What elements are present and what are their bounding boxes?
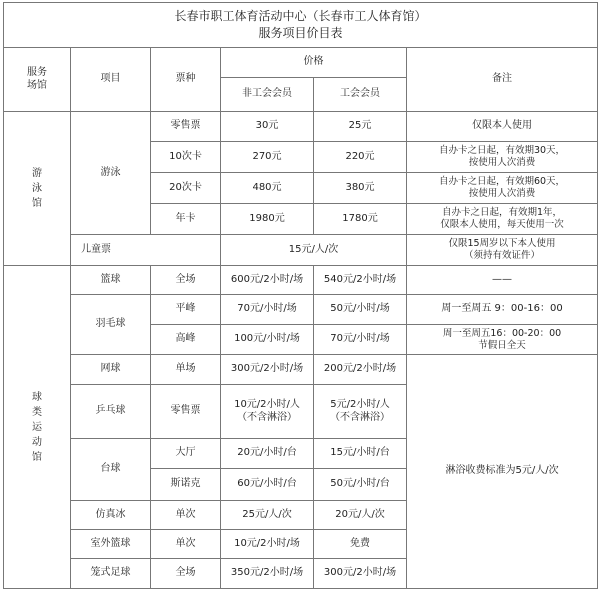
- member-price: 200元/2小时/场: [314, 355, 407, 385]
- remark-cell: 自办卡之日起，有效期30天， 按使用人次消费: [407, 142, 598, 173]
- member-price: 20元/人/次: [314, 501, 407, 530]
- table-row: [4, 355, 598, 385]
- header-member: 工会会员: [314, 78, 407, 112]
- table-row: [4, 112, 598, 142]
- member-price: 70元/小时/场: [314, 325, 407, 355]
- ticket-cell: 年卡: [151, 204, 221, 235]
- nonmember-price: 70元/小时/场: [221, 295, 314, 325]
- venue-ballgames: 球 类 运 动 馆: [4, 266, 71, 589]
- member-price: 免费: [314, 530, 407, 559]
- item-outdoor-basketball: 室外篮球: [71, 530, 151, 559]
- item-swimming: 游泳: [71, 112, 151, 235]
- nonmember-price: 10元/2小时/场: [221, 530, 314, 559]
- member-price: 220元: [314, 142, 407, 173]
- nonmember-price: 10元/2小时/人 （不含淋浴）: [221, 385, 314, 439]
- item-tennis: 网球: [71, 355, 151, 385]
- remark-cell: 自办卡之日起，有效期60天， 按使用人次消费: [407, 173, 598, 204]
- nonmember-price: 30元: [221, 112, 314, 142]
- nonmember-price: 1980元: [221, 204, 314, 235]
- ticket-cell: 高峰: [151, 325, 221, 355]
- venue-swimming: 游 泳 馆: [4, 112, 71, 266]
- ticket-cell: 零售票: [151, 112, 221, 142]
- member-price: 380元: [314, 173, 407, 204]
- header-venue: 服务 场馆: [4, 48, 71, 112]
- remark-cell: ——: [407, 266, 598, 295]
- header-ticket: 票种: [151, 48, 221, 112]
- remark-cell: 周一至周五16：00-20：00 节假日全天: [407, 325, 598, 355]
- nonmember-price: 350元/2小时/场: [221, 559, 314, 589]
- nonmember-price: 600元/2小时/场: [221, 266, 314, 295]
- header-nonmember: 非工会会员: [221, 78, 314, 112]
- ticket-cell: 单场: [151, 355, 221, 385]
- remark-cell: 仅限本人使用: [407, 112, 598, 142]
- ticket-cell: 20次卡: [151, 173, 221, 204]
- nonmember-price: 25元/人/次: [221, 501, 314, 530]
- title-row: [4, 3, 598, 48]
- remark-cell: 自办卡之日起，有效期1年， 仅限本人使用，每天使用一次: [407, 204, 598, 235]
- member-price: 25元: [314, 112, 407, 142]
- item-basketball: 篮球: [71, 266, 151, 295]
- ticket-cell: 10次卡: [151, 142, 221, 173]
- page-title: 长春市职工体育活动中心（长春市工人体育馆）: [174, 9, 427, 23]
- ticket-cell: 单次: [151, 501, 221, 530]
- nonmember-price: 60元/小时/台: [221, 469, 314, 501]
- header-item: 项目: [71, 48, 151, 112]
- table-row: [4, 295, 598, 325]
- title-cell: [4, 3, 598, 48]
- member-price: 300元/2小时/场: [314, 559, 407, 589]
- ticket-cell: 平峰: [151, 295, 221, 325]
- member-price: 15元/小时/台: [314, 439, 407, 469]
- member-price: 1780元: [314, 204, 407, 235]
- header-row-1: [4, 48, 598, 78]
- shower-remark: 淋浴收费标准为5元/人/次: [407, 355, 598, 589]
- ticket-cell: 全场: [151, 559, 221, 589]
- child-price: 15元/人/次: [221, 235, 407, 266]
- ticket-cell: 全场: [151, 266, 221, 295]
- ticket-cell: 单次: [151, 530, 221, 559]
- member-price: 5元/2小时/人 （不含淋浴）: [314, 385, 407, 439]
- member-price: 50元/小时/场: [314, 295, 407, 325]
- page-subtitle: 服务项目价目表: [258, 26, 343, 40]
- price-table: [3, 2, 598, 589]
- remark-cell: 仅限15周岁以下本人使用 （须持有效证件）: [407, 235, 598, 266]
- remark-cell: 周一至周五 9：00-16：00: [407, 295, 598, 325]
- item-billiards: 台球: [71, 439, 151, 501]
- item-badminton: 羽毛球: [71, 295, 151, 355]
- ticket-cell: 儿童票: [71, 235, 221, 266]
- nonmember-price: 300元/2小时/场: [221, 355, 314, 385]
- item-pingpong: 乒乓球: [71, 385, 151, 439]
- header-price: 价格: [221, 48, 407, 78]
- item-ice: 仿真冰: [71, 501, 151, 530]
- ticket-cell: 斯诺克: [151, 469, 221, 501]
- ticket-cell: 大厅: [151, 439, 221, 469]
- nonmember-price: 20元/小时/台: [221, 439, 314, 469]
- header-remark: 备注: [407, 48, 598, 112]
- ticket-cell: 零售票: [151, 385, 221, 439]
- nonmember-price: 480元: [221, 173, 314, 204]
- member-price: 540元/2小时/场: [314, 266, 407, 295]
- table-row: [4, 266, 598, 295]
- table-row: [4, 235, 598, 266]
- nonmember-price: 100元/小时/场: [221, 325, 314, 355]
- member-price: 50元/小时/台: [314, 469, 407, 501]
- nonmember-price: 270元: [221, 142, 314, 173]
- item-cage-football: 笼式足球: [71, 559, 151, 589]
